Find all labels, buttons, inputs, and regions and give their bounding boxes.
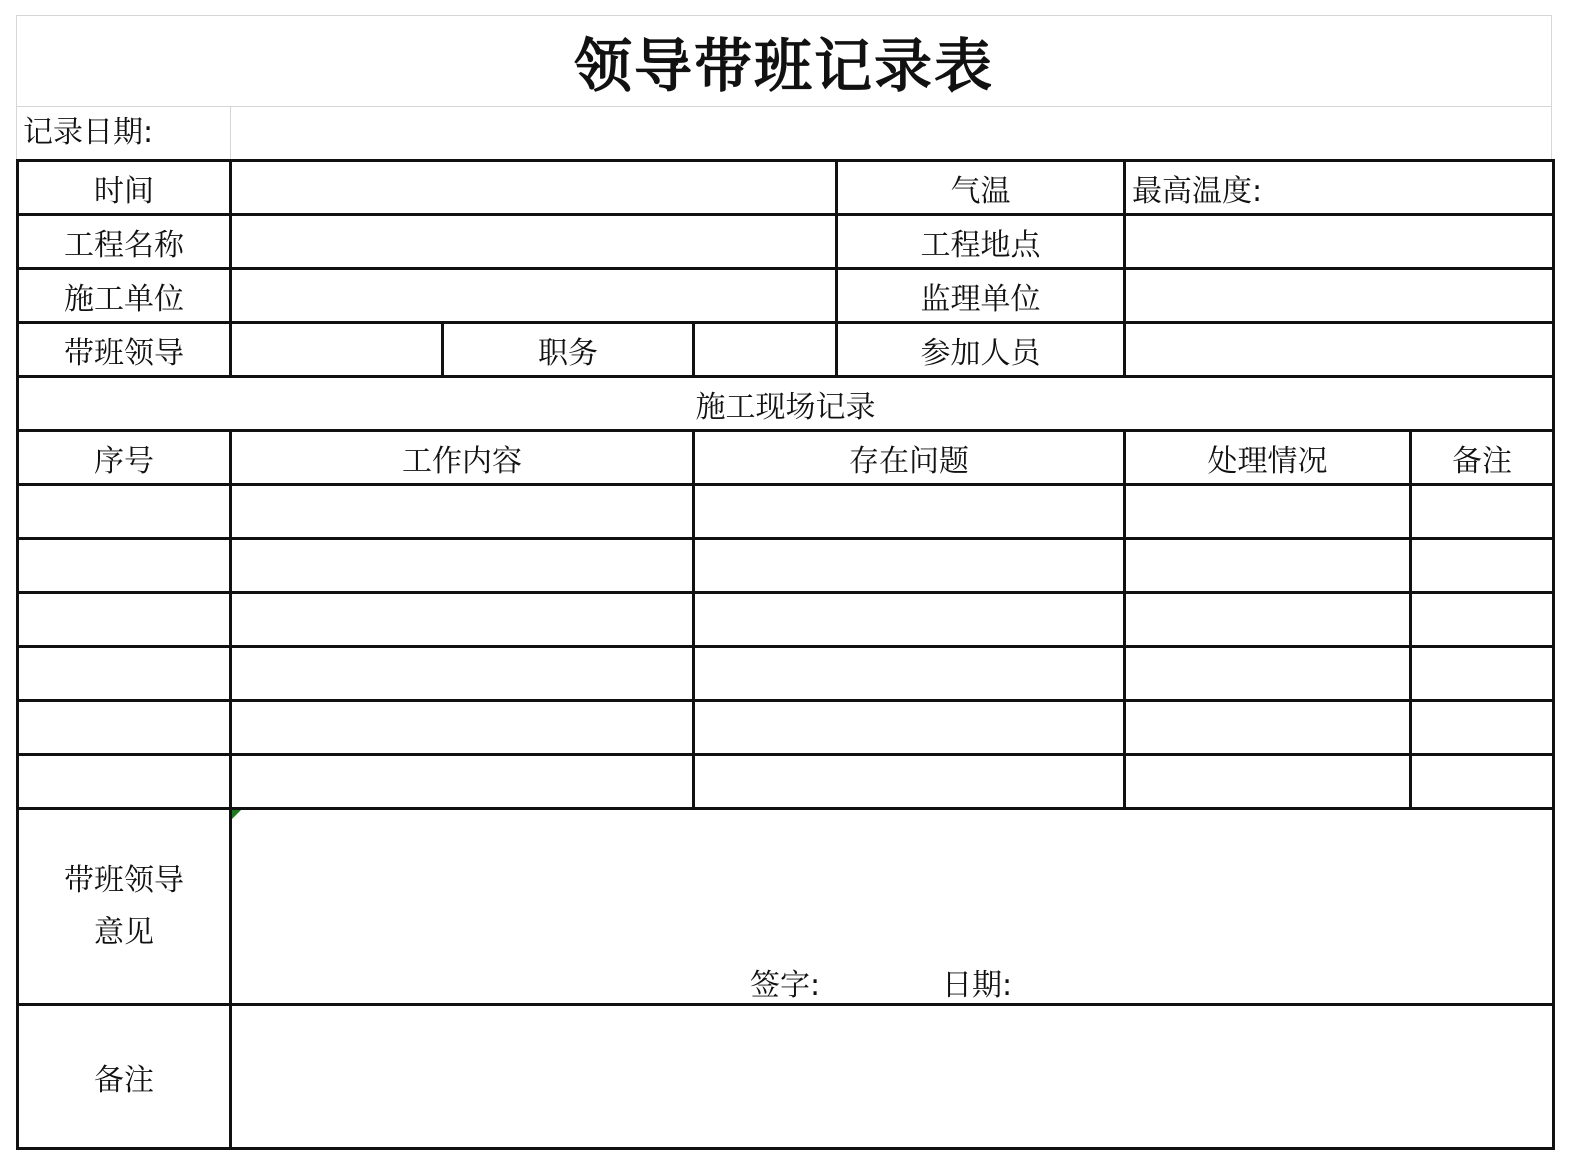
time-label: 时间 — [18, 161, 231, 215]
project-name-label: 工程名称 — [18, 215, 231, 269]
position-value[interactable] — [694, 323, 837, 377]
opinion-date-label: 日期: — [942, 968, 1013, 1003]
table-cell[interactable] — [231, 485, 694, 539]
table-cell[interactable] — [694, 701, 1125, 755]
site-record-title: 施工现场记录 — [18, 377, 1554, 431]
table-cell[interactable] — [18, 755, 231, 809]
table-cell[interactable] — [18, 539, 231, 593]
column-header-issues: 存在问题 — [694, 431, 1125, 485]
opinion-label — [18, 809, 231, 1005]
column-header-remarks: 备注 — [1411, 431, 1554, 485]
time-row — [18, 161, 1554, 215]
construction-unit-label: 施工单位 — [18, 269, 231, 323]
table-row — [18, 485, 1554, 539]
project-location-label: 工程地点 — [837, 215, 1125, 269]
leader-row — [18, 323, 1554, 377]
record-sheet — [16, 15, 1552, 1143]
record-date-divider — [230, 107, 231, 159]
table-cell[interactable] — [694, 755, 1125, 809]
record-date-label: 记录日期: — [23, 115, 154, 150]
table-row — [18, 539, 1554, 593]
record-table — [16, 159, 1555, 1150]
construction-unit-value[interactable] — [231, 269, 837, 323]
max-temp-label[interactable]: 最高温度: — [1125, 161, 1554, 215]
record-date-row — [16, 107, 1552, 159]
remarks-value[interactable] — [231, 1005, 1554, 1149]
opinion-label-line1: 带班领导 — [64, 862, 184, 898]
table-cell[interactable] — [18, 647, 231, 701]
table-cell[interactable] — [231, 647, 694, 701]
time-value[interactable] — [231, 161, 837, 215]
table-cell[interactable] — [1411, 539, 1554, 593]
table-cell[interactable] — [694, 485, 1125, 539]
table-cell[interactable] — [1125, 701, 1411, 755]
cell-comment-marker-icon — [232, 810, 241, 819]
supervision-unit-label: 监理单位 — [837, 269, 1125, 323]
table-cell[interactable] — [1411, 647, 1554, 701]
remarks-row — [18, 1005, 1554, 1149]
opinion-label-line2: 意见 — [94, 914, 154, 950]
supervision-unit-value[interactable] — [1125, 269, 1554, 323]
table-cell[interactable] — [231, 755, 694, 809]
column-header-index: 序号 — [18, 431, 231, 485]
column-header-row — [18, 431, 1554, 485]
signature-label: 签字: — [750, 968, 821, 1003]
opinion-value[interactable] — [231, 809, 1554, 1005]
table-cell[interactable] — [1125, 647, 1411, 701]
table-cell[interactable] — [1411, 485, 1554, 539]
table-cell[interactable] — [18, 485, 231, 539]
leader-value[interactable] — [231, 323, 443, 377]
table-cell[interactable] — [694, 593, 1125, 647]
table-cell[interactable] — [18, 593, 231, 647]
position-label: 职务 — [443, 323, 694, 377]
remarks-label: 备注 — [18, 1005, 231, 1149]
project-location-value[interactable] — [1125, 215, 1554, 269]
participants-value[interactable] — [1125, 323, 1554, 377]
table-row — [18, 647, 1554, 701]
participants-label: 参加人员 — [837, 323, 1125, 377]
table-cell[interactable] — [1411, 701, 1554, 755]
table-cell[interactable] — [231, 593, 694, 647]
table-cell[interactable] — [1125, 539, 1411, 593]
weather-label: 气温 — [837, 161, 1125, 215]
table-cell[interactable] — [1411, 593, 1554, 647]
table-cell[interactable] — [18, 701, 231, 755]
project-name-value[interactable] — [231, 215, 837, 269]
table-cell[interactable] — [231, 701, 694, 755]
table-cell[interactable] — [694, 539, 1125, 593]
table-cell[interactable] — [1125, 593, 1411, 647]
table-cell[interactable] — [694, 647, 1125, 701]
column-header-work: 工作内容 — [231, 431, 694, 485]
table-row — [18, 755, 1554, 809]
table-cell[interactable] — [1411, 755, 1554, 809]
table-cell[interactable] — [231, 539, 694, 593]
project-row — [18, 215, 1554, 269]
table-cell[interactable] — [1125, 755, 1411, 809]
table-cell[interactable] — [1125, 485, 1411, 539]
unit-row — [18, 269, 1554, 323]
table-row — [18, 701, 1554, 755]
leader-label: 带班领导 — [18, 323, 231, 377]
site-record-title-row — [18, 377, 1554, 431]
opinion-row — [18, 809, 1554, 1005]
column-header-handling: 处理情况 — [1125, 431, 1411, 485]
sheet-title: 领导带班记录表 — [16, 15, 1552, 107]
table-row — [18, 593, 1554, 647]
